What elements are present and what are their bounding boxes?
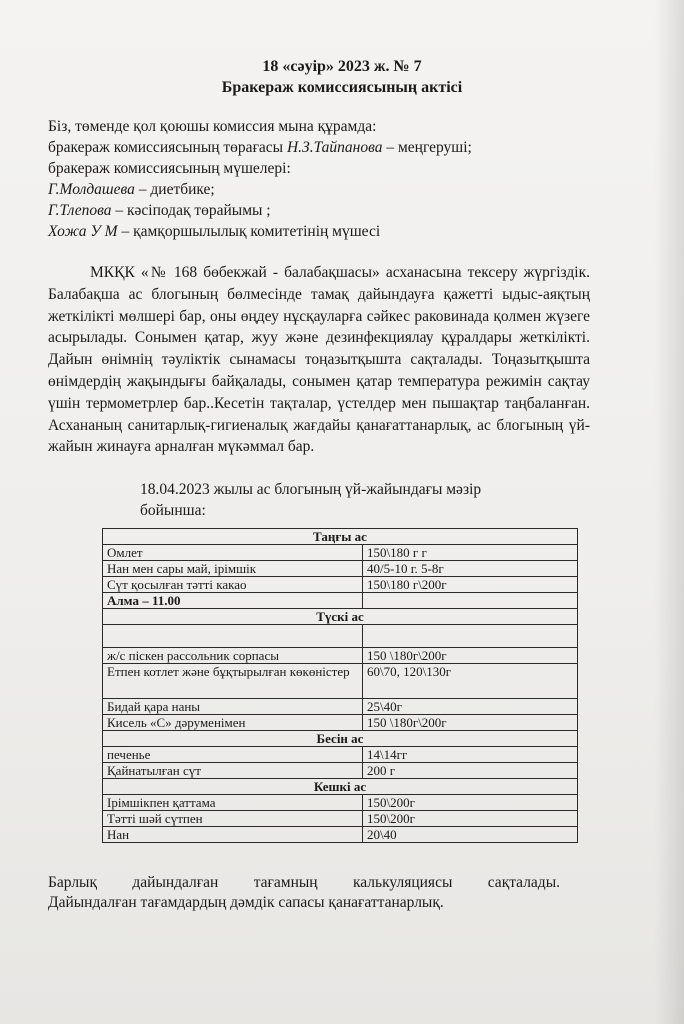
member-role: – кәсіподақ төрайымы ;: [111, 202, 271, 219]
dish-cell: Нан: [103, 827, 363, 843]
page-shadow: [654, 0, 684, 1024]
dish-cell: Тәтті шәй сүтпен: [103, 811, 363, 827]
dish-cell: Қайнатылған сүт: [103, 763, 363, 779]
empty-cell: [103, 625, 363, 648]
table-row: [103, 593, 578, 609]
member-line-1: [48, 181, 215, 199]
table-row: [103, 763, 578, 779]
table-row: [103, 561, 578, 577]
section-dinner: Кешкі ас: [103, 779, 578, 795]
member-line-3: [48, 223, 380, 241]
menu-table: [102, 528, 578, 843]
section-breakfast: Таңғы ас: [103, 529, 578, 545]
dish-cell: Етпен котлет және бұқтырылған көкөністер: [103, 664, 363, 699]
empty-cell: [363, 593, 578, 609]
act-date-number: 18 «сәуір» 2023 ж. № 7: [262, 58, 422, 75]
closing-line-2: Дайындалған тағамдардың дәмдік сапасы қанағаттанарлық.: [48, 894, 444, 911]
table-row: [103, 664, 578, 699]
portion-cell: 150\200г: [363, 795, 578, 811]
closing-line-1: Барлық дайындалған тағамның калькуляциясы сақталады.: [48, 874, 560, 891]
dish-cell: Бидай қара наны: [103, 699, 363, 715]
act-title: Бракераж комиссиясының актісі: [221, 79, 463, 96]
portion-cell: 150\180 г г: [363, 545, 578, 561]
member-line-2: [48, 202, 271, 220]
member-name: Г.Тлепова: [48, 202, 112, 219]
dish-cell: Кисель «С» дәруменімен: [103, 715, 363, 731]
inspection-paragraph: МКҚК «№ 168 бөбекжай - балабақшасы» асханасына тексеру жүргіздік. Балабақша ас блогының бөлмесінде тамақ дайындауға қажетті ыдыс-аяқтың жеткілікті мөлшері бар, оны өңдеу нұсқауларға сәйкес раковинада қолмен жүзеге асырылады. Сонымен қатар, жуу және дезинфекциялау құралдары жеткілікті. Дайын өнімнің тәуліктік сынамасы тоңазытқышта сақталады. Тоңазытқышта өнімдердің жақындығы байқалады, сонымен қатар температура режимін сақтау үшін термометрлер бар..Кесетін тақталар, үстелдер мен пышақтар таңбаланған. Асхананың санитарлық-гигиеналық жағдайы қанағаттанарлық, ас блогының үй-жайын жинауға арналған мүкәммал бар.: [48, 264, 590, 456]
portion-cell: 150 \180г\200г: [363, 715, 578, 731]
chair-role: – меңгеруші;: [382, 139, 472, 156]
dish-cell: Омлет: [103, 545, 363, 561]
member-role: – диетбике;: [134, 181, 215, 198]
chair-name: Н.З.Тайпанова: [286, 139, 383, 156]
table-row: [103, 625, 578, 648]
portion-cell: 25\40г: [363, 699, 578, 715]
dish-cell: печенье: [103, 747, 363, 763]
chair-prefix: бракераж комиссиясының төрағасы: [48, 139, 287, 156]
dish-cell: ж/с піскен рассольник сорпасы: [103, 648, 363, 664]
table-row: [103, 699, 578, 715]
table-row: [103, 747, 578, 763]
dish-cell: Нан мен сары май, ірімшік: [103, 561, 363, 577]
portion-cell: 200 г: [363, 763, 578, 779]
empty-cell: [363, 625, 578, 648]
member-name: Хожа У М: [48, 223, 118, 240]
table-row: [103, 811, 578, 827]
portion-cell: 14\14гг: [363, 747, 578, 763]
member-role: – қамқоршылылық комитетінің мүшесі: [117, 223, 381, 240]
portion-cell: 150\180 г\200г: [363, 577, 578, 593]
table-row: [103, 715, 578, 731]
table-row: [103, 545, 578, 561]
section-afternoon: Бесін ас: [103, 731, 578, 747]
snack-cell: Алма – 11.00: [103, 593, 363, 609]
portion-cell: 40/5-10 г. 5-8г: [363, 561, 578, 577]
portion-cell: 150\200г: [363, 811, 578, 827]
portion-cell: 60\70, 120\130г: [363, 664, 578, 699]
table-row: [103, 648, 578, 664]
dish-cell: Сүт қосылған тәтті какао: [103, 577, 363, 593]
section-lunch: Түскі ас: [103, 609, 578, 625]
table-row: [103, 827, 578, 843]
member-name: Г.Молдашева: [48, 181, 135, 198]
chair-line: [48, 139, 472, 157]
dish-cell: Ірімшікпен қаттама: [103, 795, 363, 811]
portion-cell: 20\40: [363, 827, 578, 843]
intro-line: Біз, төменде қол қоюшы комиссия мына құрамда:: [48, 118, 377, 135]
portion-cell: 150 \180г\200г: [363, 648, 578, 664]
members-label: бракераж комиссиясының мүшелері:: [48, 160, 291, 177]
menu-date-line-cont: бойынша:: [140, 502, 206, 519]
table-row: [103, 577, 578, 593]
table-row: [103, 795, 578, 811]
menu-date-line: 18.04.2023 жылы ас блогының үй-жайындағы мәзір: [140, 481, 482, 498]
